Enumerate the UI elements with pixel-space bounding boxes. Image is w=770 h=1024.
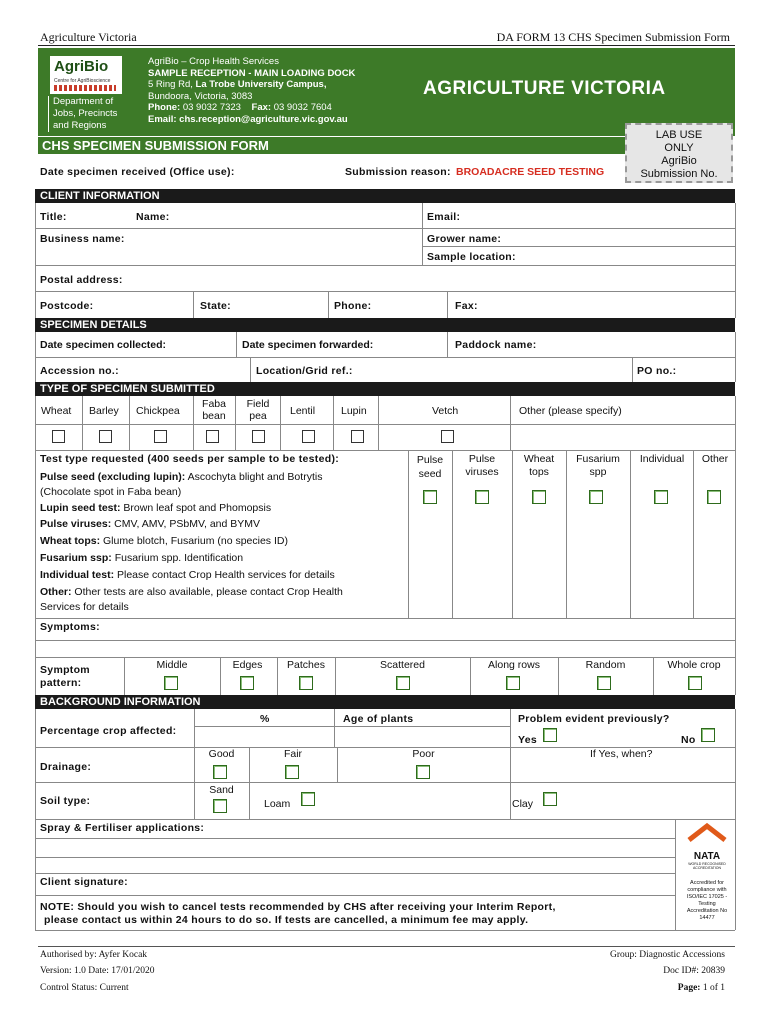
type-other: Other (please specify) [519,405,622,417]
footer-version: Version: 1.0 Date: 17/01/2020 [40,966,155,976]
postcode-label: Postcode: [40,300,94,312]
nata-badge [683,820,731,921]
whole-crop-checkbox[interactable] [688,676,702,690]
sand-checkbox[interactable] [213,799,227,813]
yes-checkbox[interactable] [543,728,557,742]
fusarium-checkbox[interactable] [589,490,603,504]
col-other: Other [701,453,729,465]
logo-dots [54,85,116,91]
pulse-seed-text2: (Chocolate spot in Faba bean) [40,486,182,498]
pv-label: Pulse viruses: [40,518,112,530]
signature-label: Client signature: [40,876,128,888]
drainage-fair: Fair [283,748,303,760]
pattern-random: Random [585,659,626,671]
drainage-good: Good [208,748,235,760]
paddock-label: Paddock name: [455,339,537,351]
email-value: chs.reception@agriculture.vic.gov.au [179,113,348,125]
problem-label: Problem evident previously? [518,713,670,725]
barley-checkbox[interactable] [99,430,112,443]
agribio-logo [50,56,122,94]
forwarded-label: Date specimen forwarded: [242,339,374,351]
pattern-patches: Patches [287,659,325,671]
type-vetch: Vetch [432,405,459,417]
wheat-tops-checkbox[interactable] [532,490,546,504]
test-lupin [40,502,271,514]
col-individual: Individual [639,453,685,465]
phone-value: 03 9032 7323 [180,102,241,113]
fu-label: Fusarium ssp: [40,552,112,564]
col-pulse-l2: seed [418,468,442,480]
type-faba-l1: Faba [202,398,226,410]
contact-line-3b: La Trobe University Campus, [195,79,327,90]
sp-l1: Symptom [40,664,90,676]
col-pulse-seed [410,453,450,481]
location-label: Location/Grid ref.: [256,365,353,377]
business-label: Business name: [40,233,125,245]
footer-doc: Doc ID#: 20839 [663,966,725,976]
lupin-checkbox[interactable] [351,430,364,443]
type-field-l1: Field [246,398,270,410]
note-line2: please contact us within 24 hours to do so. If tests are cancelled, a minimum fee may apply. [44,914,529,926]
nata-logo-text: NATA [693,851,721,862]
name-label: Name: [136,211,170,223]
symptoms-label: Symptoms: [40,621,100,633]
random-checkbox[interactable] [597,676,611,690]
col-wt-l2: tops [529,466,549,478]
type-field-l2: pea [249,410,267,422]
contact-block [148,56,355,125]
poor-checkbox[interactable] [416,765,430,779]
sample-location-label: Sample location: [427,251,516,263]
col-pulse-viruses [454,453,510,479]
sp-l2: pattern: [40,677,82,689]
yes-label: Yes [518,734,538,746]
ind-label: Individual test: [40,569,115,581]
wt-text: Glume blotch, Fusarium (no species ID) [100,535,288,547]
reason-label: Submission reason: [345,166,451,178]
type-chickpea: Chickpea [136,405,180,417]
footer-status: Control Status: Current [40,983,129,993]
brand-logo: AGRICULTURE VICTORIA [423,78,666,99]
soil-sand: Sand [209,784,234,796]
fax-label: Fax: [251,102,272,113]
along-rows-checkbox[interactable] [506,676,520,690]
col-pv-l2: viruses [465,466,499,478]
page-label: Page: [677,983,701,993]
chickpea-checkbox[interactable] [154,430,167,443]
col-pulse-l1: Pulse [416,454,444,466]
pct-label: Percentage crop affected: [40,725,177,737]
col-fu-l2: spp [589,466,607,478]
lupin-test-label: Lupin seed test: [40,502,121,514]
lab-use-line2: ONLY [664,142,694,154]
page-value: 1 of 1 [700,983,725,993]
test-fusarium [40,552,243,564]
phone-label-field: Phone: [334,300,372,312]
type-wheat: Wheat [41,405,72,417]
soil-label: Soil type: [40,795,91,807]
test-individual [40,569,335,581]
contact-line-4: Bundoora, Victoria, 3083 [148,90,253,102]
grower-label: Grower name: [427,233,502,245]
lab-use-line3: AgriBio [661,155,697,167]
org-name: Agriculture Victoria [40,30,137,44]
fax-label-field: Fax: [455,300,478,312]
nata-text: Accredited for compliance with ISO/IEC 17025 - Testing Accreditation No 14477 [686,880,728,921]
contact-line-1: AgriBio – Crop Health Services [148,56,279,67]
soil-loam: Loam [264,798,291,810]
spray-label: Spray & Fertiliser applications: [40,822,205,834]
type-faba-l2: bean [202,410,226,422]
section-client: CLIENT INFORMATION [35,189,735,203]
pattern-scattered: Scattered [380,659,425,671]
test-pulse-viruses [40,518,260,530]
individual-checkbox[interactable] [654,490,668,504]
phone-label: Phone: [148,102,181,113]
reason-value: BROADACRE SEED TESTING [456,166,605,178]
note-line1: NOTE: Should you wish to cancel tests recommended by CHS after receiving your Interim Report, [40,901,556,913]
email-label: Email: [148,113,177,125]
col-fusarium [568,453,628,479]
pulse-seed-checkbox[interactable] [423,490,437,504]
lab-use-line4: Submission No. [640,168,718,180]
nata-sub: WORLD RECOGNISED ACCREDITATION [688,862,726,870]
pulse-viruses-checkbox[interactable] [475,490,489,504]
logo-text: AgriBio [54,58,109,75]
fair-checkbox[interactable] [285,765,299,779]
col-pv-l1: Pulse [468,453,496,465]
pattern-along-rows: Along rows [488,659,540,671]
test-pulse-seed [40,471,322,483]
soil-clay: Clay [512,798,534,810]
type-faba [200,398,228,422]
age-label: Age of plants [343,713,414,725]
edges-checkbox[interactable] [240,676,254,690]
wheat-checkbox[interactable] [52,430,65,443]
lab-use-box [625,123,733,183]
when-label: If Yes, when? [590,748,653,760]
type-lentil: Lentil [290,405,316,417]
col-wt-l1: Wheat [523,453,555,465]
contact-line-3a: 5 Ring Rd, [148,79,196,90]
type-barley: Barley [89,405,119,417]
faba-bean-checkbox[interactable] [206,430,219,443]
header-rule [38,45,735,46]
pct-sign: % [260,713,270,725]
wt-label: Wheat tops: [40,535,101,547]
lupin-test-text: Brown leaf spot and Phomopsis [120,502,272,514]
nata-icon [683,820,731,850]
type-field-pea [244,398,272,422]
test-other [40,586,343,598]
date-received-label: Date specimen received (Office use): [40,166,235,178]
pulse-seed-label: Pulse seed (excluding lupin): [40,471,186,483]
footer-auth: Authorised by: Ayfer Kocak [40,950,148,960]
po-label: PO no.: [637,365,677,377]
footer-page [678,983,725,993]
email-label-field: Email: [427,211,461,223]
oth-text: Other tests are also available, please contact Crop Health [71,586,343,598]
loam-checkbox[interactable] [301,792,315,806]
lab-use-line1: LAB USE [655,129,703,141]
contact-line-2: SAMPLE RECEPTION - MAIN LOADING DOCK [148,67,356,79]
department-name: Department of Jobs, Precincts and Regions [48,96,131,132]
ind-text: Please contact Crop Health services for details [114,569,335,581]
pulse-seed-text: Ascochyta blight and Botrytis [185,471,323,483]
pattern-edges: Edges [232,659,263,671]
pv-text: CMV, AMV, PSbMV, and BYMV [111,518,261,530]
drainage-label: Drainage: [40,761,92,773]
other-test-checkbox[interactable] [707,490,721,504]
pattern-middle: Middle [156,659,188,671]
type-lupin: Lupin [341,405,367,417]
field-pea-checkbox[interactable] [252,430,265,443]
symptom-pattern-label [40,664,90,690]
title-label: Title: [40,211,67,223]
test-wheat-tops [40,535,288,547]
section-type: TYPE OF SPECIMEN SUBMITTED [35,382,735,396]
vetch-checkbox[interactable] [441,430,454,443]
collected-label: Date specimen collected: [40,339,167,351]
scattered-checkbox[interactable] [396,676,410,690]
pattern-whole-crop: Whole crop [667,659,721,671]
accession-label: Accession no.: [40,365,119,377]
form-title: DA FORM 13 CHS Specimen Submission Form [496,30,730,44]
col-wheat-tops [514,453,564,479]
good-checkbox[interactable] [213,765,227,779]
test-other-text2: Services for details [40,601,129,613]
patches-checkbox[interactable] [299,676,313,690]
col-fu-l1: Fusarium [576,453,620,465]
section-background: BACKGROUND INFORMATION [35,695,735,709]
clay-checkbox[interactable] [543,792,557,806]
fax-value: 03 9032 7604 [271,102,332,113]
no-label: No [681,734,696,746]
drainage-poor: Poor [412,748,435,760]
tests-heading: Test type requested (400 seeds per sample to be tested): [40,453,340,465]
section-specimen: SPECIMEN DETAILS [35,318,735,332]
logo-sub: Centre for AgriBioscience [54,78,111,84]
no-checkbox[interactable] [701,728,715,742]
fu-text: Fusarium spp. Identification [111,552,244,564]
footer-group: Group: Diagnostic Accessions [609,950,725,960]
form-heading: CHS SPECIMEN SUBMISSION FORM [38,137,632,154]
oth-label: Other: [40,586,72,598]
middle-checkbox[interactable] [164,676,178,690]
lentil-checkbox[interactable] [302,430,315,443]
state-label: State: [200,300,231,312]
postal-label: Postal address: [40,274,123,286]
